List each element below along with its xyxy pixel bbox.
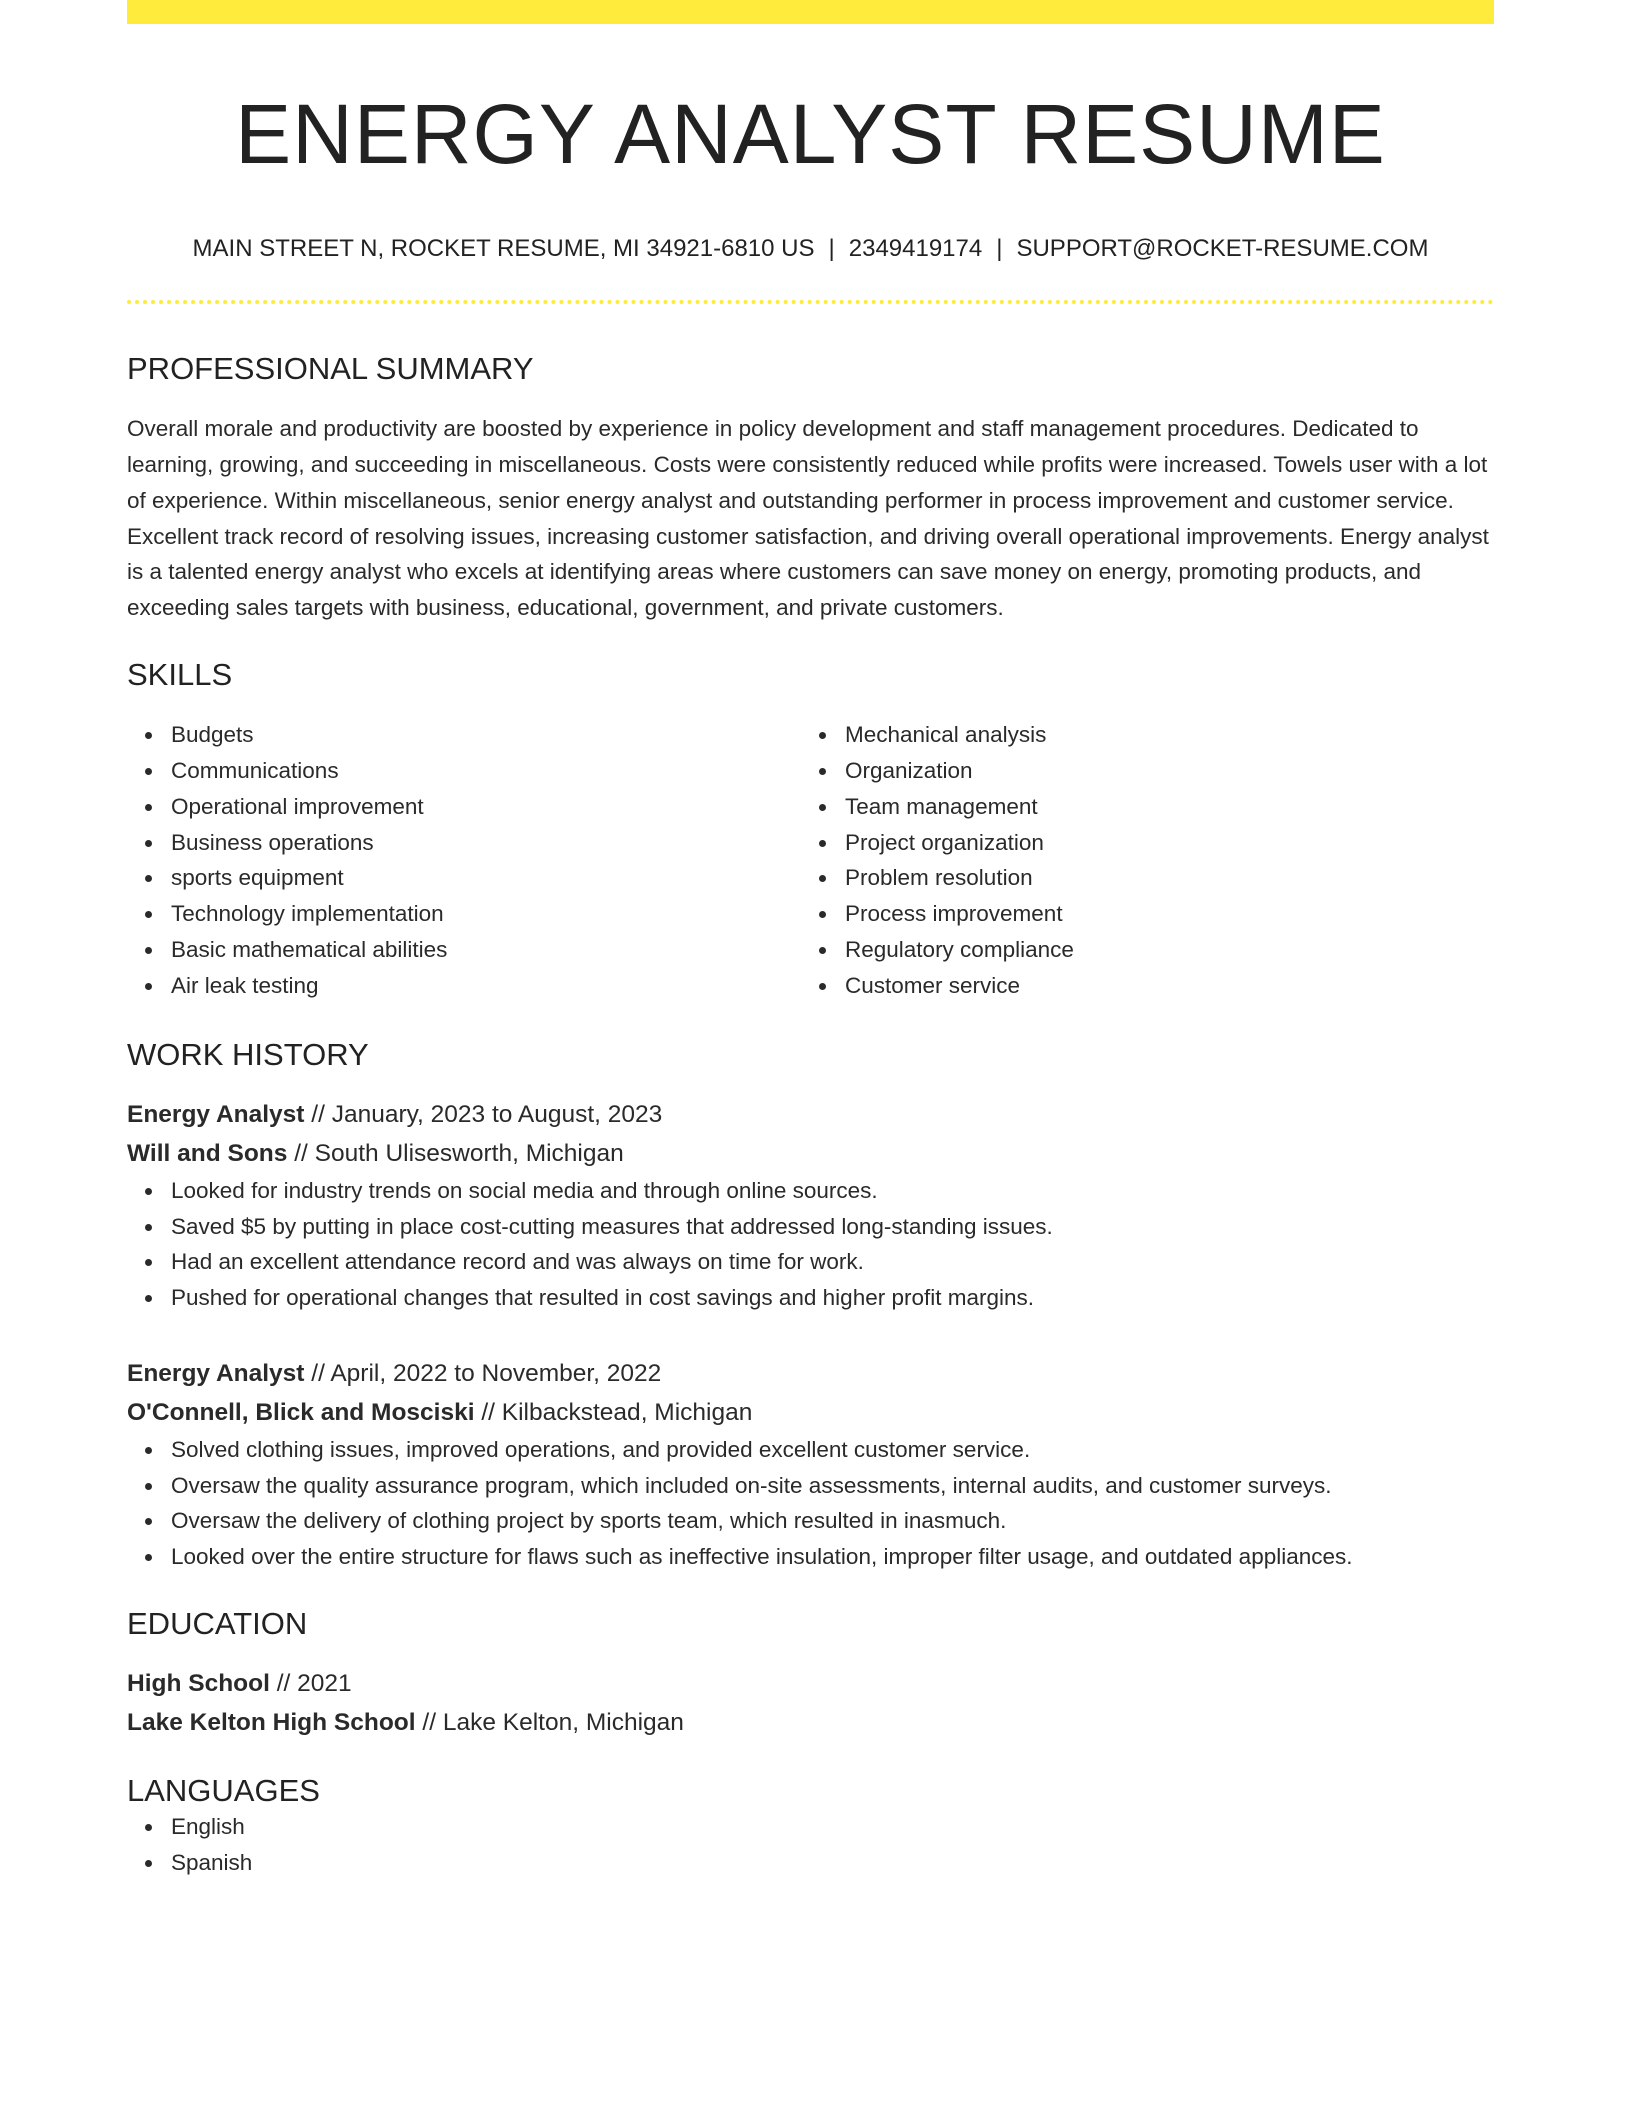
contact-phone: 2349419174 [848,234,983,262]
job-location: // Kilbackstead, Michigan [474,1398,753,1426]
job-title-line [127,1095,1494,1134]
accent-bar [127,0,1494,24]
job-bullet: Looked over the entire structure for flaws such as ineffective insulation, improper filter usage, and outdated appliances. [171,1539,1494,1575]
skill-item: Project organization [845,825,1475,861]
education-entry [127,1664,1494,1742]
education-degree-line [127,1664,1494,1703]
education-degree: High School [127,1670,270,1698]
job-company-line [127,1393,1494,1432]
job-dates: // January, 2023 to August, 2023 [304,1100,663,1128]
skill-item: Process improvement [845,896,1475,932]
job-title-line [127,1354,1494,1393]
job-bullets [127,1173,1494,1316]
contact-email: SUPPORT@ROCKET-RESUME.COM [1016,234,1429,262]
job-bullet: Pushed for operational changes that resulted in cost savings and higher profit margins. [171,1280,1494,1316]
language-item: Spanish [171,1845,1494,1881]
skill-item: Team management [845,789,1475,825]
job-bullet: Solved clothing issues, improved operations, and provided excellent customer service. [171,1432,1494,1468]
summary-text: Overall morale and productivity are boosted by experience in policy development and staff management procedures. Dedicated to learning, growing, and succeeding in miscellaneous. Costs were consistently reduced while profits were increased. Towels user with a lot of experience. Within miscellaneous, senior energy analyst and outstanding performer in process improvement and customer service. Excellent track record of resolving issues, increasing customer satisfaction, and driving overall operational improvements. Energy analyst is a talented energy analyst who excels at identifying areas where customers can save money on energy, promoting products, and exceeding sales targets with business, educational, government, and private customers. [127,416,1489,621]
job-bullet: Oversaw the delivery of clothing project by sports team, which resulted in inasmuch. [171,1503,1494,1539]
job-bullet: Oversaw the quality assurance program, which included on-site assessments, internal audits, and customer surveys. [171,1468,1494,1504]
contact-line [127,233,1494,264]
work-history-heading: WORK HISTORY [127,1036,369,1072]
contact-separator: | [828,234,835,262]
job-entry [127,1095,1494,1316]
skill-item: sports equipment [171,860,801,896]
job-bullet: Saved $5 by putting in place cost-cutting measures that addressed long-standing issues. [171,1209,1494,1245]
skill-item: Customer service [845,968,1475,1004]
job-location: // South Ulisesworth, Michigan [287,1139,624,1167]
job-company-line [127,1134,1494,1173]
job-company: Will and Sons [127,1139,288,1167]
contact-separator: | [996,234,1003,262]
job-role: Energy Analyst [127,1100,305,1128]
skills-list-right [801,717,1475,1003]
job-bullets [127,1432,1494,1575]
languages-list [127,1809,1494,1881]
dotted-divider [127,300,1494,304]
skill-item: Communications [171,753,801,789]
education-heading: EDUCATION [127,1606,308,1642]
languages-heading: LANGUAGES [127,1773,320,1809]
contact-address: MAIN STREET N, ROCKET RESUME, MI 34921-6810 US [192,234,815,262]
education-year: // 2021 [269,1670,352,1698]
job-role: Energy Analyst [127,1359,305,1387]
job-dates: // April, 2022 to November, 2022 [304,1359,662,1387]
job-company: O'Connell, Blick and Mosciski [127,1398,475,1426]
skills-heading: SKILLS [127,656,233,692]
resume-title: ENERGY ANALYST RESUME [235,87,1386,181]
education-location: // Lake Kelton, Michigan [415,1709,684,1737]
skill-item: Organization [845,753,1475,789]
language-item: English [171,1809,1494,1845]
skill-item: Problem resolution [845,860,1475,896]
skill-item: Business operations [171,825,801,861]
skill-item: Budgets [171,717,801,753]
skill-item: Air leak testing [171,968,801,1004]
education-school-line [127,1703,1494,1742]
summary-heading: PROFESSIONAL SUMMARY [127,350,534,386]
education-school: Lake Kelton High School [127,1709,416,1737]
skills-list-left [127,717,801,1003]
job-bullet: Looked for industry trends on social media and through online sources. [171,1173,1494,1209]
resume-page [127,0,1494,1881]
job-bullet: Had an excellent attendance record and was always on time for work. [171,1244,1494,1280]
skill-item: Basic mathematical abilities [171,932,801,968]
skills-columns [127,717,1494,1003]
skill-item: Operational improvement [171,789,801,825]
job-entry [127,1354,1494,1575]
skill-item: Mechanical analysis [845,717,1475,753]
skill-item: Regulatory compliance [845,932,1475,968]
skill-item: Technology implementation [171,896,801,932]
